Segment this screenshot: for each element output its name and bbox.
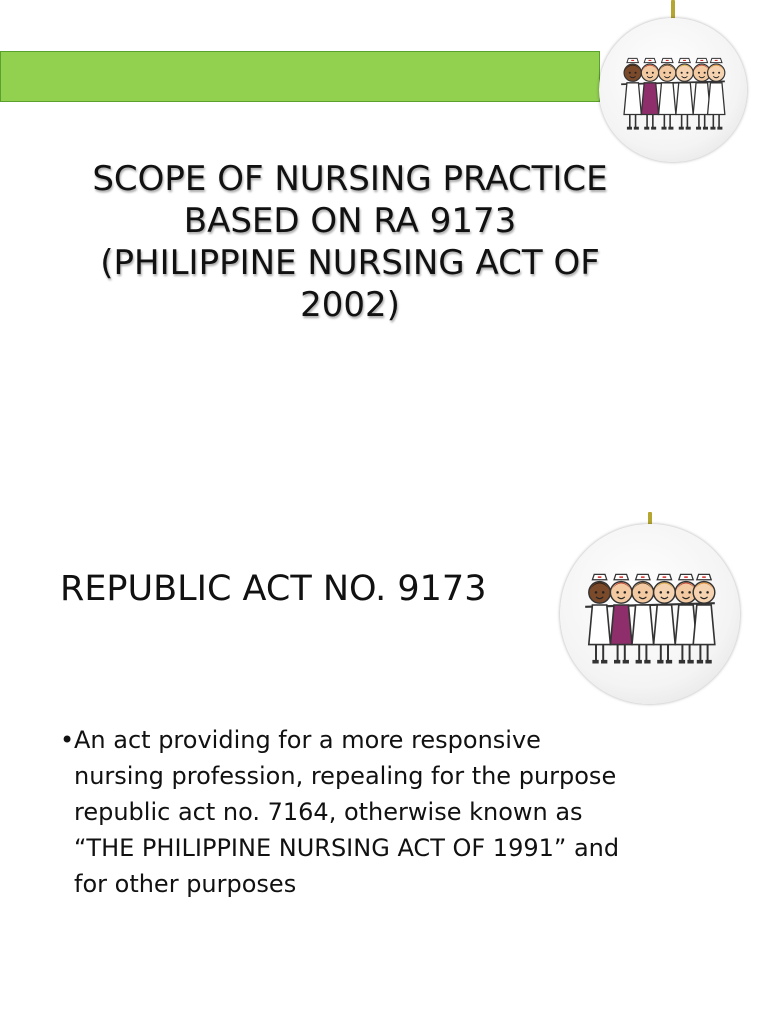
bullet-text-line: An act providing for a more responsive — [74, 726, 541, 754]
nurse-figure — [589, 574, 611, 663]
title-line: SCOPE OF NURSING PRACTICE — [92, 159, 608, 199]
bullet-text-line: nursing profession, repealing for the purpose — [74, 762, 617, 790]
slide-heading: REPUBLIC ACT NO. 9173 — [60, 569, 487, 609]
nurse-figure — [693, 574, 715, 663]
ornament-disc — [560, 524, 740, 704]
nurses-drawing — [599, 18, 747, 162]
bullet-text-line: “THE PHILIPPINE NURSING ACT OF 1991” and — [74, 834, 620, 862]
nurse-figure — [654, 574, 676, 663]
nurses-drawing — [560, 524, 740, 704]
green-header-bar — [0, 51, 600, 102]
bullet-item — [60, 722, 720, 902]
slide-2 — [0, 512, 768, 1024]
nurse-figure — [676, 58, 693, 129]
nurses-ornament-icon — [560, 512, 740, 704]
title-line: (PHILIPPINE NURSING ACT OF — [100, 243, 600, 283]
title-line: BASED ON RA 9173 — [183, 201, 517, 241]
nurse-figure — [708, 58, 725, 129]
nurse-figure — [624, 58, 641, 129]
nurse-figure — [659, 58, 676, 129]
ornament-disc — [599, 18, 747, 162]
bullet-marker: • — [60, 726, 75, 754]
slide-title — [80, 158, 620, 326]
nurse-figure — [610, 574, 632, 663]
nurses-ornament-icon — [599, 0, 747, 162]
bullet-text-line: republic act no. 7164, otherwise known as — [74, 798, 583, 826]
nurse-figure — [641, 58, 658, 129]
title-line: 2002) — [300, 285, 400, 325]
bullet-text-line: for other purposes — [74, 870, 297, 898]
nurse-figure — [632, 574, 654, 663]
